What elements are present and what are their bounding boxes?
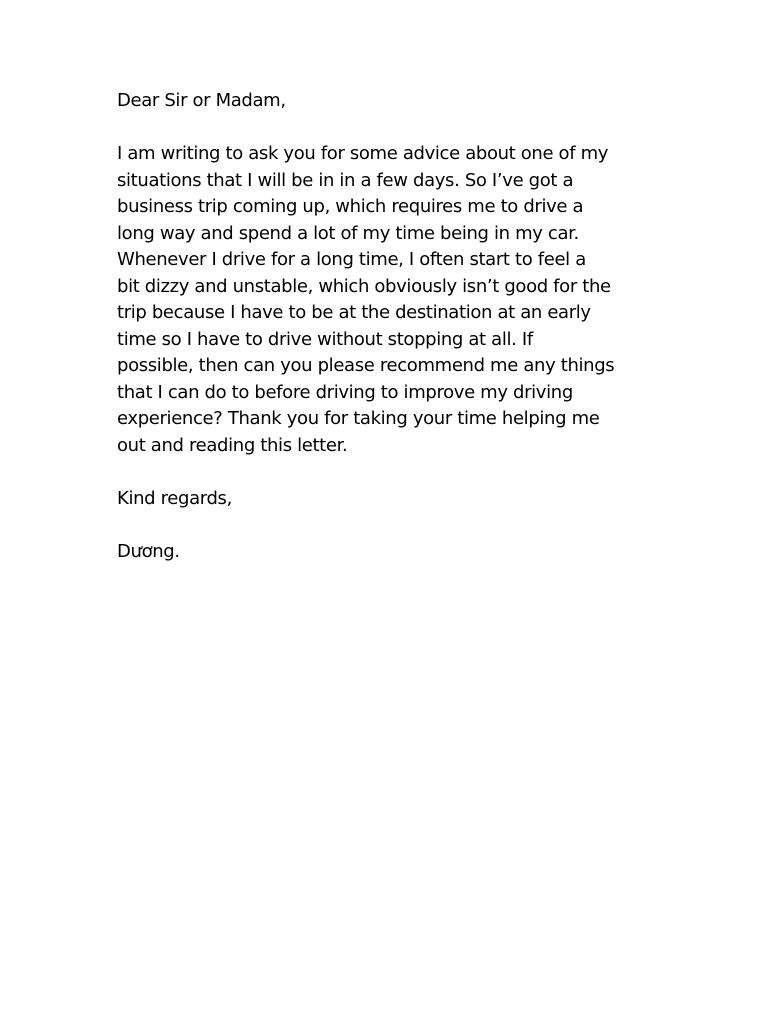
letter-body <box>117 88 677 565</box>
paragraph-line: time so I have to drive without stopping at all. If <box>117 328 533 350</box>
paragraph-line: Whenever I drive for a long time, I often start to feel a <box>117 249 586 270</box>
paragraph-line: out and reading this letter. <box>117 434 348 456</box>
letter-paragraph <box>117 141 677 459</box>
salutation: Dear Sir or Madam, <box>117 90 286 111</box>
paragraph-line: business trip coming up, which requires me to drive a <box>117 196 584 217</box>
closing: Kind regards, <box>117 487 232 509</box>
paragraph-line: situations that I will be in in a few days. So I’ve got a <box>117 169 574 191</box>
paragraph-line: possible, then can you please recommend me any things <box>117 355 615 376</box>
paragraph-line: trip because I have to be at the destination at an early <box>117 302 591 323</box>
paragraph-line: that I can do to before driving to improve my driving <box>117 381 573 403</box>
paragraph-line: long way and spend a lot of my time being in my car. <box>117 222 579 244</box>
paragraph-line: bit dizzy and unstable, which obviously isn’t good for the <box>117 275 611 297</box>
paragraph-line: experience? Thank you for taking your time helping me <box>117 408 600 429</box>
signature: Dương. <box>117 540 180 562</box>
paragraph-line: I am writing to ask you for some advice about one of my <box>117 143 609 164</box>
